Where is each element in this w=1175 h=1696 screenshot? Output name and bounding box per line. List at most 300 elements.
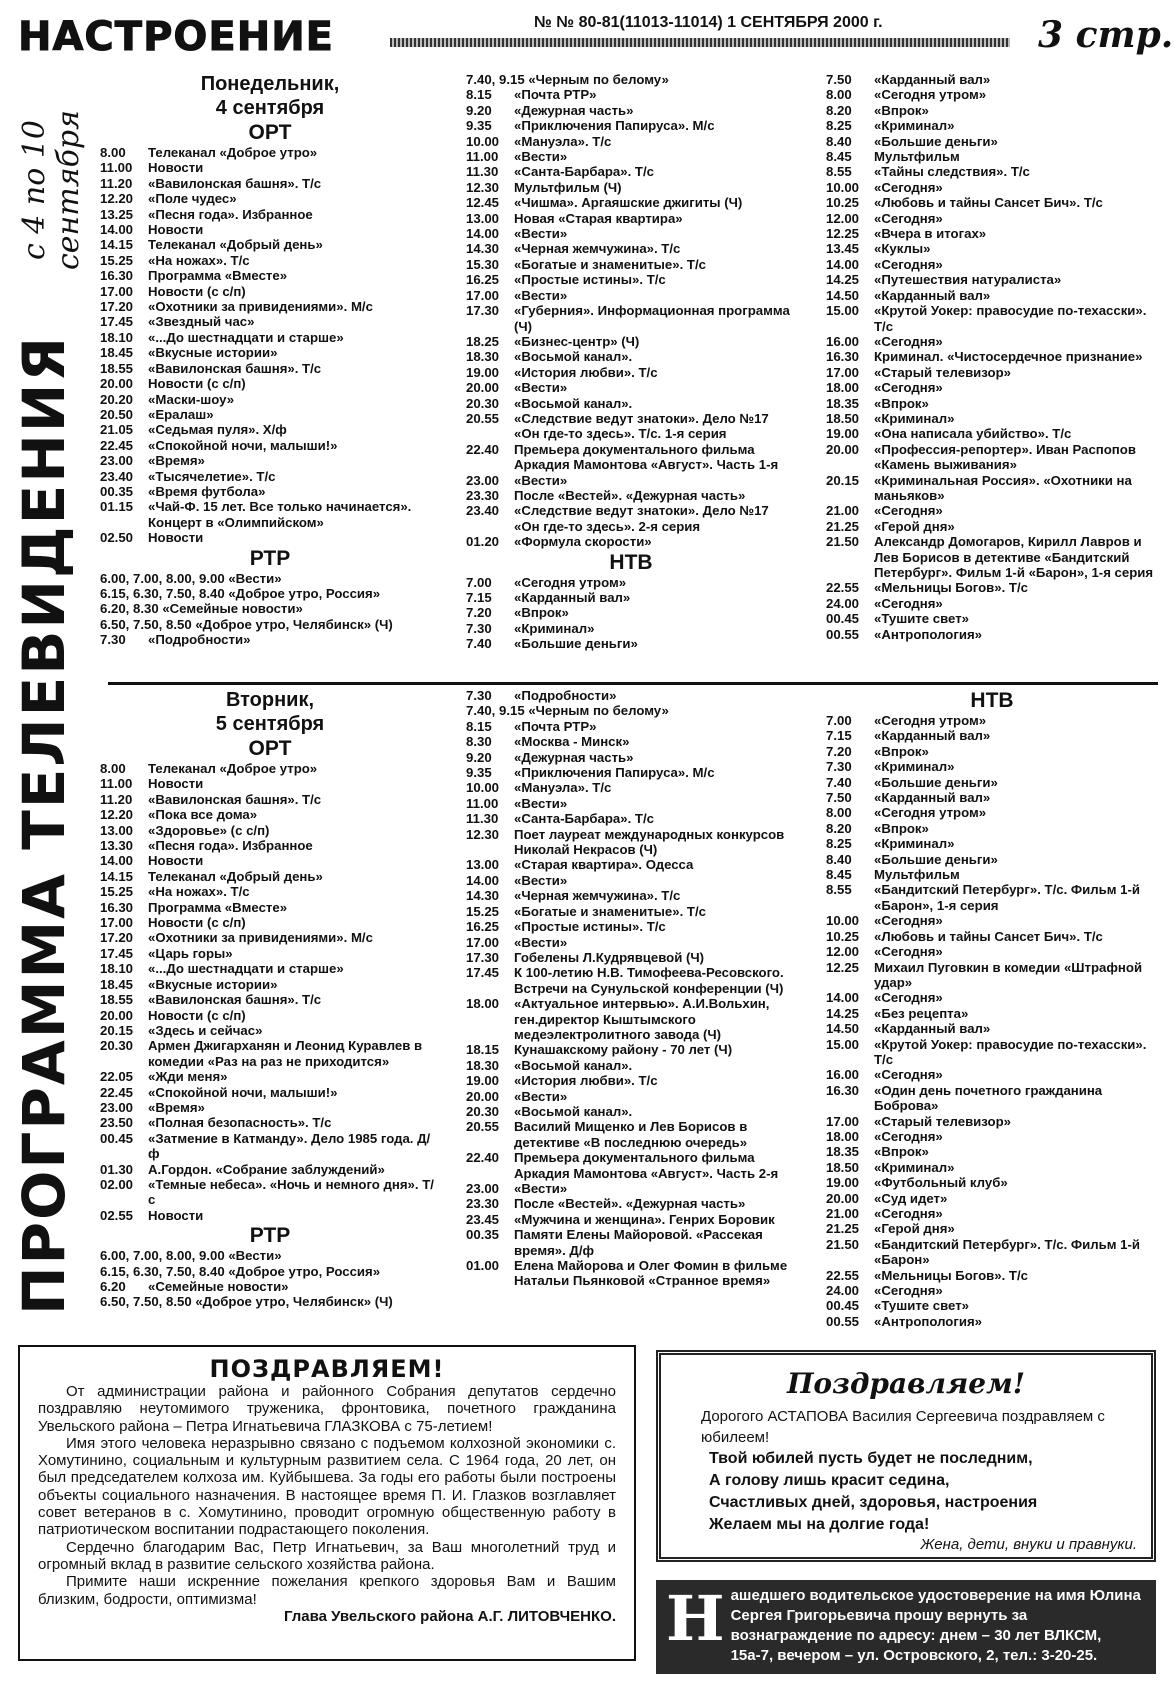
schedule-row [100, 1208, 440, 1223]
side-program-text: ПРОГРАММА ТЕЛЕВИДЕНИЯ [10, 335, 78, 1315]
program-title: «Жди меня» [148, 1069, 228, 1085]
schedule-row [100, 869, 440, 884]
program-time: 8.40 [826, 133, 852, 149]
schedule-row [100, 1177, 440, 1208]
schedule-row [100, 601, 440, 616]
program-title: «Формула скорости» [514, 534, 652, 550]
schedule-row [100, 1162, 440, 1177]
program-time: 11.20 [100, 175, 133, 191]
program-title: «Простые истины». Т/с [514, 272, 666, 288]
schedule-row [826, 990, 1158, 1005]
program-title: Премьера документального фильма Аркадия Мамонтова «Август». Часть 1-я [514, 441, 779, 473]
schedule-row [826, 852, 1158, 867]
program-time: 02.00 [100, 1176, 134, 1192]
schedule-row [826, 1221, 1158, 1236]
poem-line: А голову лишь красит седина, [709, 1472, 950, 1489]
program-time: 14.30 [466, 241, 500, 257]
schedule-row [826, 728, 1158, 743]
program-title: После «Вестей». «Дежурная часть» [514, 487, 746, 503]
program-title: «Вести» [514, 380, 568, 396]
program-title: «Мужчина и женщина». Генрих Боровик [514, 1211, 775, 1227]
program-time: 18.25 [466, 333, 500, 349]
program-title: «Вести» [514, 1088, 568, 1104]
program-time: 13.00 [466, 857, 500, 873]
schedule-row [466, 575, 796, 590]
schedule-row [100, 284, 440, 299]
schedule-row [100, 776, 440, 791]
program-time: 7.30 [466, 620, 492, 636]
schedule-row [826, 349, 1158, 364]
schedule-row [826, 759, 1158, 774]
schedule-row [100, 1008, 440, 1023]
program-title: «Песня года». Избранное [148, 838, 313, 854]
schedule-row [466, 118, 796, 133]
program-title: 6.00, 7.00, 8.00, 9.00 «Вести» [100, 1248, 282, 1264]
schedule-row [100, 838, 440, 853]
schedule-row [100, 145, 440, 160]
program-title: Памяти Елены Майоровой. «Рассекая время». Д/ф [514, 1227, 763, 1258]
program-time: 12.00 [826, 210, 860, 226]
program-time: 7.20 [826, 743, 852, 759]
program-title: Мультфильм (Ч) [514, 179, 622, 195]
schedule-row [100, 1131, 440, 1162]
schedule-row [826, 867, 1158, 882]
schedule-row [100, 191, 440, 206]
program-title: «Старая квартира». Одесса [514, 857, 694, 873]
program-time: 00.45 [826, 1298, 860, 1314]
program-title: «Большие деньги» [514, 636, 638, 652]
program-title: «...До шестнадцати и старше» [148, 961, 344, 977]
schedule-row [826, 211, 1158, 226]
program-time: 14.00 [826, 256, 860, 272]
program-title: «Впрок» [874, 743, 929, 759]
program-time: 20.00 [826, 441, 860, 457]
schedule-row [466, 442, 796, 473]
schedule-row [466, 349, 796, 364]
schedule-row [100, 392, 440, 407]
program-title: «Время» [148, 1099, 205, 1115]
schedule-row [100, 314, 440, 329]
schedule-row [826, 272, 1158, 287]
program-time: 21.50 [826, 534, 860, 550]
schedule-row [826, 1175, 1158, 1190]
schedule-row [100, 530, 440, 545]
congrats-signature: Глава Увельского района А.Г. ЛИТОВЧЕНКО. [283, 1607, 616, 1625]
schedule-row [100, 207, 440, 222]
program-title: «Карданный вал» [874, 790, 991, 806]
program-title: Новости [148, 776, 204, 792]
program-time: 15.00 [826, 1036, 860, 1052]
program-title: «Суд идет» [874, 1190, 948, 1206]
program-time: 22.40 [466, 1150, 500, 1166]
program-time: 15.25 [100, 884, 134, 900]
program-time: 22.45 [100, 437, 134, 453]
schedule-row [466, 195, 796, 210]
program-time: 10.00 [466, 133, 500, 149]
schedule-row [100, 1294, 440, 1309]
schedule-row [826, 713, 1158, 728]
program-title: «Сегодня утром» [874, 713, 987, 728]
program-title: «Черная жемчужина». Т/с [514, 888, 681, 904]
program-title: «Большие деньги» [874, 133, 998, 149]
program-time: 18.45 [100, 345, 134, 361]
program-title: Новости (с с/п) [148, 376, 246, 392]
program-title: Гобелены Л.Кудрявцевой (Ч) [514, 949, 705, 965]
program-title: «Впрок» [874, 820, 929, 836]
program-title: «Бизнес-центр» (Ч) [514, 333, 640, 349]
schedule-row [466, 1196, 796, 1211]
schedule-row [826, 1206, 1158, 1221]
program-time: 23.30 [466, 487, 500, 503]
program-title: «Время футбола» [148, 483, 266, 499]
program-time: 12.45 [466, 195, 500, 211]
schedule-row [100, 237, 440, 252]
program-time: 12.25 [826, 959, 860, 975]
program-time: 23.50 [100, 1115, 134, 1131]
schedule-row [100, 361, 440, 376]
day-divider [108, 682, 1158, 685]
program-title: «Сегодня» [874, 380, 943, 396]
schedule-row [466, 396, 796, 411]
schedule-row [826, 519, 1158, 534]
program-time: 18.50 [826, 410, 860, 426]
program-title: «Вести» [514, 1181, 568, 1196]
program-time: 23.00 [100, 1099, 134, 1115]
program-title: «Сегодня» [874, 179, 943, 195]
program-time: 17.00 [826, 364, 860, 380]
program-title: «Криминал» [874, 410, 955, 426]
program-title: «Ералаш» [148, 406, 214, 422]
schedule-row [100, 761, 440, 776]
schedule-row [826, 1083, 1158, 1114]
schedule-row [826, 1283, 1158, 1298]
program-time: 8.25 [826, 836, 852, 852]
side-dates-text: с 4 по 10 сентября [17, 109, 86, 271]
schedule-row [466, 719, 796, 734]
program-title: «Сегодня» [874, 210, 943, 226]
program-title: Мультфильм [874, 867, 960, 883]
program-title: «Восьмой канал». [514, 1057, 633, 1073]
program-title: «Тысячелетие». Т/с [148, 468, 276, 484]
program-title: Михаил Пуговкин в комедии «Штрафной удар» [874, 959, 1143, 990]
program-title: «Сегодня» [874, 1206, 943, 1221]
schedule-row [100, 253, 440, 268]
program-time: 12.25 [826, 226, 860, 242]
program-title: «Время» [148, 453, 205, 469]
program-title: «Маски-шоу» [148, 391, 235, 407]
schedule-row [466, 1150, 796, 1181]
program-time: 01.15 [100, 499, 134, 515]
schedule-row [100, 484, 440, 499]
program-title: «На ножах». Т/с [148, 252, 250, 268]
program-time: 17.20 [100, 299, 134, 315]
program-title: «Мануэла». Т/с [514, 780, 612, 796]
schedule-row [466, 180, 796, 195]
program-title: Новости [148, 160, 204, 176]
program-title: «Карданный вал» [514, 590, 631, 605]
program-time: 9.20 [466, 102, 492, 118]
program-time: 19.00 [466, 364, 500, 380]
program-title: «Вкусные истории» [148, 976, 278, 992]
schedule-row [466, 1212, 796, 1227]
program-title: «...До шестнадцати и старше» [148, 329, 344, 345]
program-time: 15.25 [466, 903, 500, 919]
program-time: 21.05 [100, 422, 134, 438]
program-time: 14.00 [100, 853, 134, 869]
program-time: 17.30 [466, 303, 500, 319]
congrats-astapov-text: Дорогого АСТАПОВА Василия Сергеевича поздравляем с юбилеем! [701, 1408, 1105, 1446]
program-title: «Здесь и сейчас» [148, 1022, 263, 1038]
schedule-row [826, 1006, 1158, 1021]
schedule-row [466, 950, 796, 965]
program-time: 23.40 [466, 503, 500, 519]
program-time: 16.00 [826, 1067, 860, 1083]
schedule-row [826, 118, 1158, 133]
program-time: 20.15 [826, 472, 860, 488]
program-time: 20.55 [466, 1119, 500, 1135]
program-time: 7.20 [466, 605, 492, 621]
program-title: «Профессия-репортер». Иван Распопов «Камень выживания» [874, 441, 1136, 473]
schedule-row [826, 580, 1158, 595]
program-time: 21.25 [826, 1221, 860, 1237]
program-title: «Восьмой канал». [514, 349, 633, 365]
program-time: 17.00 [466, 934, 500, 950]
program-title: Телеканал «Доброе утро» [148, 761, 318, 776]
schedule-row [100, 499, 440, 530]
schedule-row [466, 473, 796, 488]
program-time: 01.30 [100, 1161, 134, 1177]
schedule-row [100, 453, 440, 468]
program-time: 22.55 [826, 580, 860, 596]
program-title: «История любви». Т/с [514, 364, 658, 380]
schedule-row [466, 272, 796, 287]
program-title: «Один день почетного гражданина Боброва» [874, 1082, 1103, 1114]
program-time: 16.30 [826, 1082, 860, 1098]
program-time: 18.00 [466, 996, 500, 1012]
schedule-row [466, 811, 796, 826]
schedule-row [466, 796, 796, 811]
schedule-row [100, 407, 440, 422]
program-title: «Приключения Папируса». М/с [514, 118, 715, 134]
schedule-row [826, 226, 1158, 241]
program-time: 8.20 [826, 102, 852, 118]
drop-cap: Н [666, 1582, 725, 1655]
schedule-row [466, 965, 796, 996]
schedule-row [100, 345, 440, 360]
schedule-row [826, 1160, 1158, 1175]
program-time: 17.00 [466, 287, 500, 303]
program-time: 01.20 [466, 534, 500, 550]
program-time: 7.30 [100, 632, 126, 648]
schedule-row [100, 1115, 440, 1130]
program-time: 15.30 [466, 256, 500, 272]
congrats-text [20, 1383, 634, 1608]
program-time: 7.50 [826, 72, 852, 87]
day-heading: 5 сентября [215, 713, 325, 735]
program-title: «Вавилонская башня». Т/с [148, 791, 322, 807]
schedule-row [466, 1119, 796, 1150]
schedule-row [826, 241, 1158, 256]
program-title: Мультфильм [874, 149, 960, 165]
program-time: 12.30 [466, 826, 500, 842]
program-time: 10.00 [826, 913, 860, 929]
program-title: А.Гордон. «Собрание заблуждений» [148, 1161, 385, 1177]
program-time: 14.00 [826, 990, 860, 1006]
program-title: «Москва - Минск» [514, 734, 630, 750]
schedule-row [826, 87, 1158, 102]
program-time: 20.00 [466, 1088, 500, 1104]
program-title: Поет лауреат международных конкурсов Николай Некрасов (Ч) [514, 826, 785, 858]
schedule-row [100, 1279, 440, 1294]
program-time: 17.00 [100, 283, 134, 299]
program-title: «Впрок» [874, 102, 929, 118]
schedule-row [466, 134, 796, 149]
program-time: 8.25 [826, 118, 852, 134]
schedule-row [466, 734, 796, 749]
program-title: «Спокойной ночи, малыши!» [148, 437, 338, 453]
schedule-row [100, 884, 440, 899]
program-time: 18.15 [466, 1042, 500, 1058]
schedule-row [466, 380, 796, 395]
program-title: «Карданный вал» [874, 72, 991, 87]
notice-text: ашедшего водительское удостоверение на имя Юлина Сергея Григорьевича прошу вернуть за вознаграждение по адресу: днем – 30 лет ВЛКСМ, 15а-7, вечером – ул. Островского, 2, тел.: 3-20-25. [730, 1587, 1141, 1664]
program-time: 7.30 [826, 759, 852, 775]
program-title: 7.40, 9.15 «Черным по белому» [466, 72, 669, 87]
program-title: «Карданный вал» [874, 1021, 991, 1037]
channel-heading: РТР [249, 546, 291, 570]
program-title: «Она написала убийство». Т/с [874, 426, 1072, 442]
congrats-astapov-signature: Жена, дети, внуки и правнуки. [920, 1536, 1137, 1553]
schedule-row [466, 1104, 796, 1119]
program-time: 19.00 [826, 1175, 860, 1191]
poem-line: Твой юбилей пусть будет не последним, [709, 1450, 1033, 1467]
program-title: «Криминальная Россия». «Охотники на маньяков» [874, 472, 1132, 503]
schedule-row [100, 946, 440, 961]
schedule-row [466, 873, 796, 888]
schedule-row [826, 1314, 1158, 1329]
program-time: 14.15 [100, 868, 134, 884]
schedule-row [466, 888, 796, 903]
program-title: «Мануэла». Т/с [514, 133, 612, 149]
program-title: Новости (с с/п) [148, 283, 246, 299]
congrats-paragraph: От администрации района и районного Собрания депутатов сердечно поздравляю неутомимого труженика, фронтовика, почетного гражданина Увельского района – Петра Игнатьевича ГЛАЗКОВА с 75-летием! [38, 1383, 616, 1435]
program-time: 00.35 [466, 1227, 500, 1243]
program-title: «Бандитский Петербург». Т/с. Фильм 1-й «Барон» [874, 1236, 1140, 1268]
channel-heading: ОРТ [248, 121, 292, 144]
schedule-row [826, 627, 1158, 642]
program-title: «Семейные новости» [148, 1279, 289, 1294]
program-time: 9.35 [466, 765, 492, 781]
schedule-row [466, 1258, 796, 1289]
program-time: 18.10 [100, 329, 134, 345]
program-title: «Герой дня» [874, 518, 955, 534]
program-time: 22.45 [100, 1084, 134, 1100]
schedule-row [100, 992, 440, 1007]
schedule-row [466, 919, 796, 934]
program-time: 13.30 [100, 838, 134, 854]
program-title: «Сегодня» [874, 944, 943, 960]
schedule-row [826, 913, 1158, 928]
schedule-row [100, 422, 440, 437]
program-time: 19.00 [466, 1073, 500, 1089]
schedule-row [466, 1089, 796, 1104]
schedule-row [466, 1227, 796, 1258]
program-title: «Тушите свет» [874, 611, 969, 627]
schedule-row [466, 411, 796, 442]
program-title: 6.50, 7.50, 8.50 «Доброе утро, Челябинск» (Ч) [100, 616, 393, 632]
program-title: «Полная безопасность». Т/с [148, 1115, 332, 1131]
program-title: «Следствие ведут знатоки». Дело №17 «Он где-то здесь». 2-я серия [514, 503, 769, 534]
program-time: 13.00 [466, 210, 500, 226]
program-title: «Вкусные истории» [148, 345, 278, 361]
program-title: «Сегодня утром» [514, 574, 627, 590]
poem-line: Счастливых дней, здоровья, настроения [709, 1494, 1038, 1511]
schedule-row [826, 534, 1158, 580]
schedule-row [826, 380, 1158, 395]
program-title: «Темные небеса». «Ночь и немного дня». Т/с [148, 1176, 434, 1208]
program-title: «Дежурная часть» [514, 749, 634, 765]
schedule-row [466, 534, 796, 549]
day-heading: Понедельник, [200, 73, 340, 95]
issue-info: № № 80-81(11013-11014) 1 СЕНТЯБРЯ 2000 г. [528, 14, 889, 32]
program-time: 8.00 [100, 145, 126, 160]
schedule-row [100, 1069, 440, 1084]
program-time: 23.40 [100, 468, 134, 484]
program-title: «Сегодня» [874, 256, 943, 272]
channel-heading: НТВ [970, 689, 1014, 712]
program-title: «Охотники за привидениями». М/с [148, 930, 373, 946]
program-title: Программа «Вместе» [148, 268, 288, 284]
program-time: 00.35 [100, 483, 134, 499]
program-title: «Богатые и знаменитые». Т/с [514, 903, 706, 919]
congrats-astapov [656, 1350, 1156, 1562]
schedule-row [826, 805, 1158, 820]
schedule-row [466, 503, 796, 534]
program-title: После «Вестей». «Дежурная часть» [514, 1196, 746, 1212]
program-time: 14.00 [466, 872, 500, 888]
schedule-row [100, 823, 440, 838]
program-time: 24.00 [826, 595, 860, 611]
program-time: 18.30 [466, 349, 500, 365]
program-time: 16.30 [100, 899, 134, 915]
program-title: «Сегодня утром» [874, 805, 987, 821]
schedule-row [100, 977, 440, 992]
congrats-astapov-title: Поздравляем! [786, 1367, 1026, 1400]
program-title: «Впрок» [874, 395, 929, 411]
program-time: 22.05 [100, 1069, 134, 1085]
program-title: «Вести» [514, 472, 568, 488]
program-time: 20.00 [826, 1190, 860, 1206]
schedule-column [100, 688, 440, 1310]
program-title: «Сегодня утром» [874, 87, 987, 103]
schedule-row [100, 900, 440, 915]
program-title: «Путешествия натуралиста» [874, 272, 1062, 288]
poem-line: Желаем мы на долгие года! [709, 1516, 930, 1533]
program-title: Новости [148, 222, 204, 238]
program-title: «Вавилонская башня». Т/с [148, 992, 322, 1008]
congrats-paragraph: Сердечно благодарим Вас, Петр Игнатьевич, за Ваш многолетний труд и огромный вклад в развитие сельского хозяйства района. [38, 1538, 616, 1573]
schedule-row [466, 303, 796, 334]
schedule-row [826, 288, 1158, 303]
program-time: 18.30 [466, 1057, 500, 1073]
schedule-row [826, 611, 1158, 626]
program-time: 6.20 [100, 1279, 126, 1294]
program-time: 14.25 [826, 272, 860, 288]
program-title: «Вавилонская башня». Т/с [148, 175, 322, 191]
program-time: 00.55 [826, 626, 860, 642]
page-number: 3 стр. [1038, 14, 1174, 56]
program-title: «Крутой Уокер: правосудие по-техасски». Т/с [874, 1036, 1147, 1067]
